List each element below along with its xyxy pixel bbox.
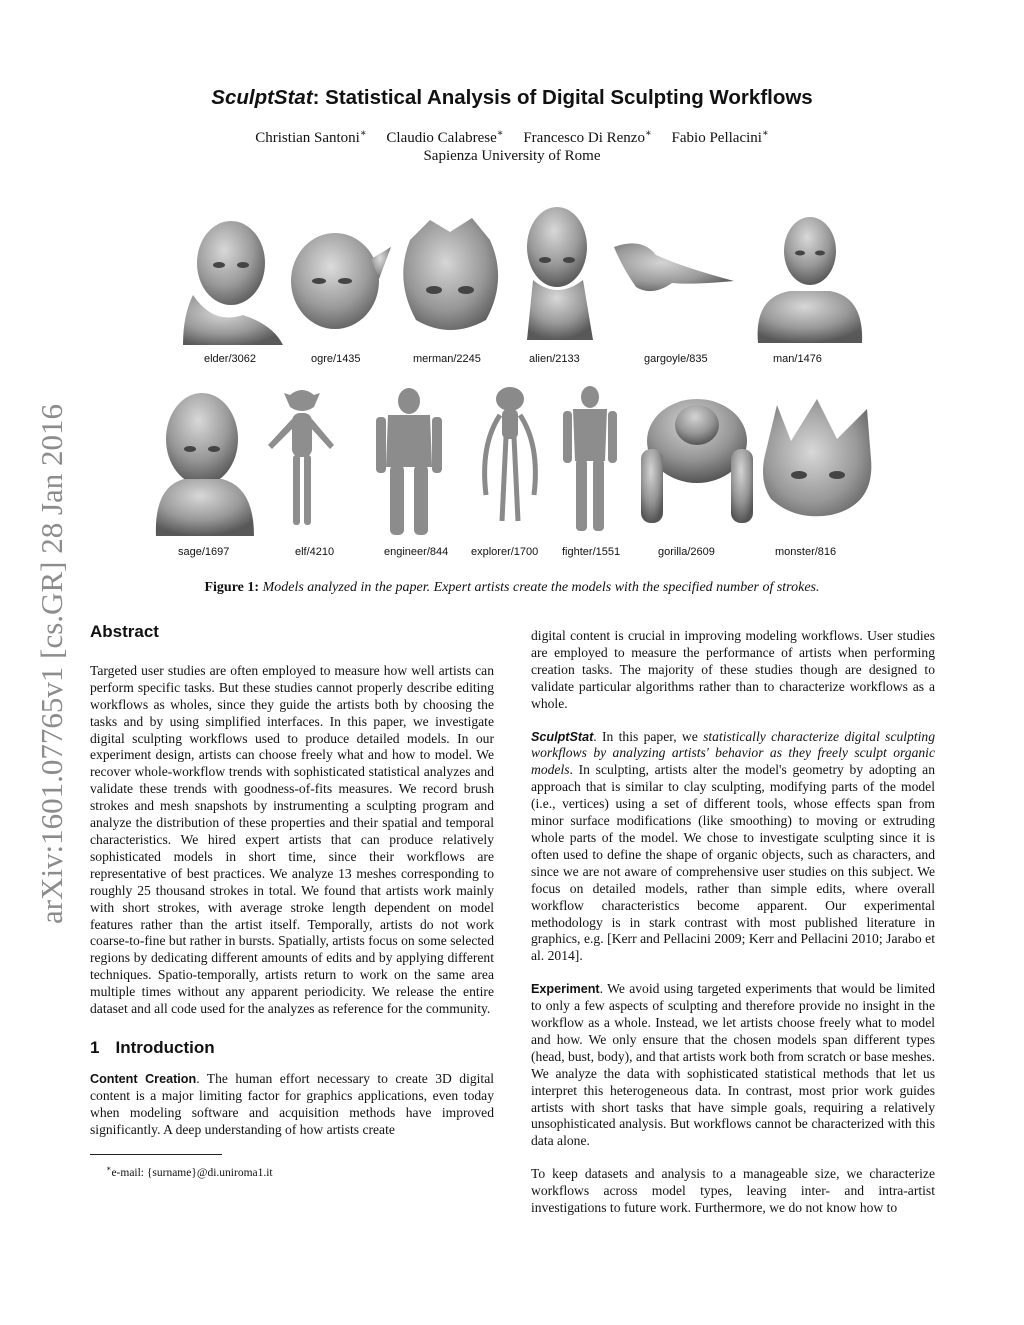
section-heading-introduction xyxy=(90,1037,494,1057)
model-render-ogre xyxy=(283,219,393,339)
paper-title xyxy=(0,86,1024,110)
model-render-explorer xyxy=(470,385,550,525)
figure-caption-text: Models analyzed in the paper. Expert artists create the models with the specified number of strokes. xyxy=(262,580,820,595)
abstract-heading: Abstract xyxy=(90,622,159,641)
figure-row-2 xyxy=(150,385,880,545)
model-render-fighter xyxy=(555,385,625,535)
left-column xyxy=(90,624,494,1182)
model-render-gorilla xyxy=(635,389,760,529)
model-render-alien xyxy=(513,205,608,340)
model-label: sage/1697 xyxy=(178,546,230,558)
author-name: Claudio Calabrese∗ xyxy=(386,128,504,146)
arxiv-identifier: arXiv:1601.07765v1 [cs.GR] 28 Jan 2016 xyxy=(34,403,69,925)
title-brand: SculptStat xyxy=(211,86,313,109)
model-render-monster xyxy=(755,395,880,525)
footnote: ∗e-mail: {surname}@di.uniroma1.it xyxy=(106,1164,273,1180)
model-render-gargoyle xyxy=(612,237,737,307)
author-name: Francesco Di Renzo∗ xyxy=(523,128,652,146)
model-label: alien/2133 xyxy=(529,353,580,365)
right-column xyxy=(531,628,935,1233)
title-rest: : Statistical Analysis of Digital Sculpting Workflows xyxy=(312,86,813,109)
model-label: man/1476 xyxy=(773,353,822,365)
run-in-heading: Content Creation xyxy=(90,1071,197,1086)
figure-label: Figure 1: xyxy=(204,580,260,595)
author-list xyxy=(0,128,1024,147)
run-in-heading: SculptStat xyxy=(531,729,594,744)
model-label: elf/4210 xyxy=(295,546,335,558)
model-label: gorilla/2609 xyxy=(658,546,715,558)
footnote-rule xyxy=(90,1154,222,1155)
model-render-sage xyxy=(150,391,260,536)
model-label: fighter/1551 xyxy=(562,546,621,558)
abstract-text: Targeted user studies are often employed to measure how well artists can perform specific tasks. But these studies cannot properly describe editing workflows as wholes, since they guide the artists both by choosing the tasks and by using simplified interfaces. In this paper, we investigate digital sculpting workflows used to produce detailed models. In our experiment design, artists can choose freely what and how to model. We recover whole-workflow trends with sophisticated statistical analyzes and validate these trends with goodness-of-fits measures. We record brush strokes and mesh snapshots by instrumenting a sculpting program and analyze the distribution of these properties and their spatial and temporal characteristics. We hired expert artists that can produce relatively sophisticated models in short time, since their workflows are representative of best practices. We analyze 13 meshes corresponding to roughly 25 thousand strokes in total. We found that artists work mainly with short strokes, with average stroke length dependent on model features rather than the artist itself. Temporally, artists do not work coarse-to-fine but rather in bursts. Spatially, artists focus on some selected regions by dedicating different amounts of edits and by applying different techniques. Spatio-temporally, artists return to work on the same area multiple times without any apparent periodicity. We release the entire dataset and all code used for the analyzes as reference for the community. xyxy=(90,662,494,1017)
model-label: elder/3062 xyxy=(204,353,256,365)
model-render-engineer xyxy=(372,387,447,537)
model-render-elf xyxy=(262,385,342,535)
model-label: explorer/1700 xyxy=(471,546,539,558)
model-render-man xyxy=(750,213,868,343)
model-label: merman/2245 xyxy=(413,353,481,365)
paragraph-text: digital content is crucial in improving modeling workflows. User studies are employed to measure the performance of artists when performing creation tasks. The majority of these studies though are designed to validate particular algorithms rather than to characterize workflows as a whole. xyxy=(531,628,935,711)
section-title: Introduction xyxy=(115,1037,215,1057)
paragraph-text: To keep datasets and analysis to a manageable size, we characterize workflows across model types, leaving inter- and intra-artist investigations to future work. Furthermore, we do not know how to xyxy=(531,1166,935,1216)
paragraph-experiment: Experiment. We avoid using targeted experiments that would be limited to only a few aspects of sculpting and therefore provide no insight in the workflow as a whole. Instead, we let artists choose freely what to model and how. We only ensure that the chosen models span different types (head, bust, body), and that artists work both from scratch or base meshes. We analyze the data with sophisticated statistical methods that let us interpret this heterogeneous data. In contrast, most prior work guides artists with short tasks that have simple goals, requiring a relatively unsophisticated analysis. But workflows cannot be characterized with this data alone. xyxy=(531,981,935,1149)
model-label: gargoyle/835 xyxy=(644,353,708,365)
paragraph-content-creation: Content Creation. The human effort necessary to create 3D digital content is a major limiting factor for graphics applications, even today when modeling software and acquisition methods have improved significantly. A deep understanding of how artists create xyxy=(90,1070,495,1137)
model-label: monster/816 xyxy=(775,546,837,558)
author-name: Christian Santoni∗ xyxy=(255,128,367,146)
affiliation: Sapienza University of Rome xyxy=(423,148,601,164)
model-render-elder xyxy=(173,215,285,345)
model-label: ogre/1435 xyxy=(311,353,361,365)
figure-caption xyxy=(0,580,1024,596)
model-label: engineer/844 xyxy=(384,546,449,558)
section-number: 1 xyxy=(90,1037,100,1057)
author-name: Fabio Pellacini∗ xyxy=(671,128,769,146)
figure-row-1 xyxy=(150,205,880,340)
model-render-merman xyxy=(390,210,510,340)
paragraph-sculptstat: SculptStat. In this paper, we statistically characterize digital sculpting workflows by analyzing artists' behavior as they freely sculpt organic models. In sculpting, artists alter the model's geometry by adopting an approach that is similar to clay sculpting, modifying parts of the model (i.e., vertices) using a set of different tools, whose effects span from minor surface modifications (like smoothing) to moving or extruding whole parts of the model. We chose to investigate sculpting since it is often used to define the shape of organic objects, such as characters, and since we are not aware of comprehensive user studies on this subject. We focus on detailed models, rather than simple edits, where overall workflow characteristics become apparent. Our experimental methodology is in stark contrast with most published literature in graphics, e.g. [Kerr and Pellacini 2009; Kerr and Pellacini 2010; Jarabo et al. 2014]. xyxy=(531,728,935,964)
run-in-heading: Experiment xyxy=(531,982,600,997)
